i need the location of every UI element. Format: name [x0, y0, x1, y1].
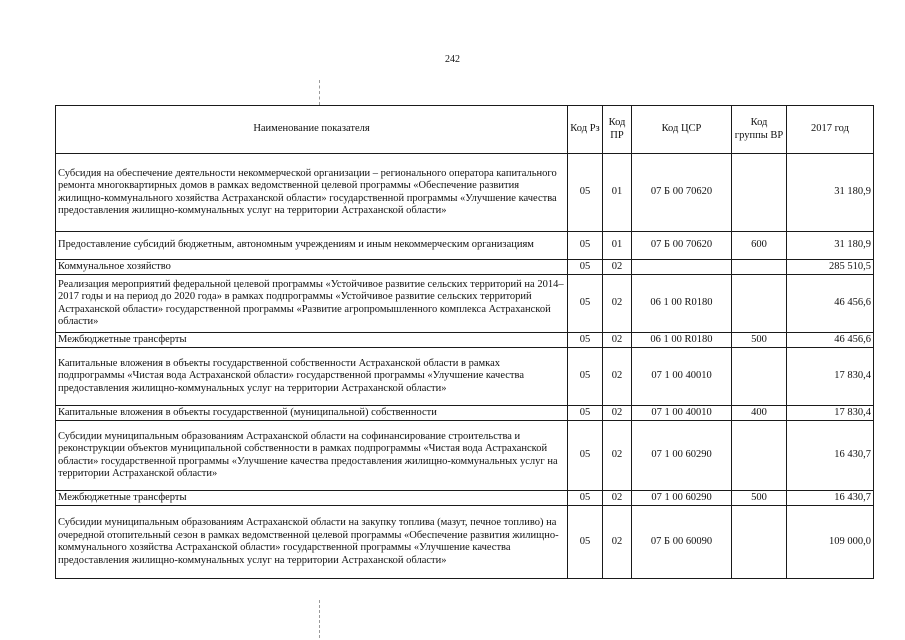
row-vr: 400 — [732, 406, 787, 421]
row-vr — [732, 154, 787, 232]
row-amount: 285 510,5 — [787, 260, 874, 275]
row-amount: 109 000,0 — [787, 506, 874, 579]
row-csr: 07 Б 00 70620 — [632, 232, 732, 260]
row-name: Капитальные вложения в объекты государственной (муниципальной) собственности — [56, 406, 568, 421]
row-vr — [732, 275, 787, 333]
row-vr: 600 — [732, 232, 787, 260]
row-amount: 17 830,4 — [787, 406, 874, 421]
row-pr: 02 — [603, 406, 632, 421]
row-vr: 500 — [732, 333, 787, 348]
row-amount: 31 180,9 — [787, 232, 874, 260]
scan-fold-line-bottom — [319, 600, 321, 638]
table-row — [56, 491, 874, 506]
scan-fold-line-top — [319, 80, 321, 105]
row-pr: 02 — [603, 275, 632, 333]
row-name: Коммунальное хозяйство — [56, 260, 568, 275]
row-vr: 500 — [732, 491, 787, 506]
row-pr: 01 — [603, 154, 632, 232]
row-name: Межбюджетные трансферты — [56, 491, 568, 506]
row-rz: 05 — [568, 275, 603, 333]
row-csr: 07 1 00 60290 — [632, 491, 732, 506]
row-pr: 02 — [603, 260, 632, 275]
table-row — [56, 260, 874, 275]
table-row — [56, 421, 874, 491]
row-csr — [632, 260, 732, 275]
row-amount: 16 430,7 — [787, 421, 874, 491]
row-name: Субсидии муниципальным образованиям Астраханской области на софинансирование строительства и реконструкции объектов муниципальной собственности в рамках подпрограммы «Чистая вода Астраханской области» государственной программы «Улучшение качества предоставления жилищно-коммунальных услуг на территории Астраханской области» — [56, 421, 568, 491]
row-pr: 02 — [603, 421, 632, 491]
header-pr-code: Код ПР — [603, 106, 632, 154]
row-name: Предоставление субсидий бюджетным, автономным учреждениям и иным некоммерческим организациям — [56, 232, 568, 260]
row-name: Субсидия на обеспечение деятельности некоммерческой организации – регионального оператора капитального ремонта многоквартирных домов в рамках ведомственной целевой программы «Обеспечение развития жилищно-коммунального хозяйства Астраханской области» государственной программы «Улучшение качества предоставления жилищно-коммунальных услуг на территории Астраханской области» — [56, 154, 568, 232]
row-csr: 06 1 00 R0180 — [632, 333, 732, 348]
row-rz: 05 — [568, 406, 603, 421]
row-csr: 07 1 00 40010 — [632, 348, 732, 406]
row-amount: 46 456,6 — [787, 333, 874, 348]
row-vr — [732, 506, 787, 579]
table-row — [56, 506, 874, 579]
row-pr: 02 — [603, 491, 632, 506]
budget-table — [55, 105, 874, 579]
table-header-row — [56, 106, 874, 154]
row-csr: 07 1 00 60290 — [632, 421, 732, 491]
row-rz: 05 — [568, 506, 603, 579]
table-row — [56, 154, 874, 232]
row-vr — [732, 348, 787, 406]
row-amount: 46 456,6 — [787, 275, 874, 333]
row-rz: 05 — [568, 154, 603, 232]
table-row — [56, 275, 874, 333]
row-amount: 17 830,4 — [787, 348, 874, 406]
table-row — [56, 333, 874, 348]
header-csr-code: Код ЦСР — [632, 106, 732, 154]
header-name: Наименование показателя — [56, 106, 568, 154]
header-rz-code: Код Рз — [568, 106, 603, 154]
row-rz: 05 — [568, 491, 603, 506]
table-row — [56, 406, 874, 421]
row-pr: 02 — [603, 506, 632, 579]
row-vr — [732, 260, 787, 275]
row-amount: 16 430,7 — [787, 491, 874, 506]
row-pr: 02 — [603, 333, 632, 348]
row-rz: 05 — [568, 333, 603, 348]
row-rz: 05 — [568, 232, 603, 260]
page-number: 242 — [445, 54, 460, 65]
row-rz: 05 — [568, 348, 603, 406]
row-rz: 05 — [568, 421, 603, 491]
row-amount: 31 180,9 — [787, 154, 874, 232]
row-csr: 07 Б 00 70620 — [632, 154, 732, 232]
row-csr: 07 1 00 40010 — [632, 406, 732, 421]
row-vr — [732, 421, 787, 491]
row-name: Субсидии муниципальным образованиям Астраханской области на закупку топлива (мазут, печное топливо) на очередной отопительный сезон в рамках ведомственной целевой программы «Обеспечение развития жилищно-коммунального хозяйства Астраханской области» государственной программы «Улучшение качества предоставления жилищно-коммунальных услуг на территории Астраханской области» — [56, 506, 568, 579]
header-year: 2017 год — [787, 106, 874, 154]
header-vr-code: Код группы ВР — [732, 106, 787, 154]
row-csr: 07 Б 00 60090 — [632, 506, 732, 579]
row-pr: 02 — [603, 348, 632, 406]
row-csr: 06 1 00 R0180 — [632, 275, 732, 333]
table-row — [56, 232, 874, 260]
table-row — [56, 348, 874, 406]
row-pr: 01 — [603, 232, 632, 260]
row-name: Реализация мероприятий федеральной целевой программы «Устойчивое развитие сельских территорий на 2014–2017 годы и на период до 2020 года» в рамках подпрограммы «Устойчивое развитие сельских территорий Астраханской области» государственной программы «Развитие агропромышленного комплекса Астраханской области» — [56, 275, 568, 333]
row-name: Межбюджетные трансферты — [56, 333, 568, 348]
row-name: Капитальные вложения в объекты государственной собственности Астраханской области в рамках подпрограммы «Чистая вода Астраханской области» государственной программы «Улучшение качества предоставления жилищно-коммунальных услуг на территории Астраханской области» — [56, 348, 568, 406]
row-rz: 05 — [568, 260, 603, 275]
